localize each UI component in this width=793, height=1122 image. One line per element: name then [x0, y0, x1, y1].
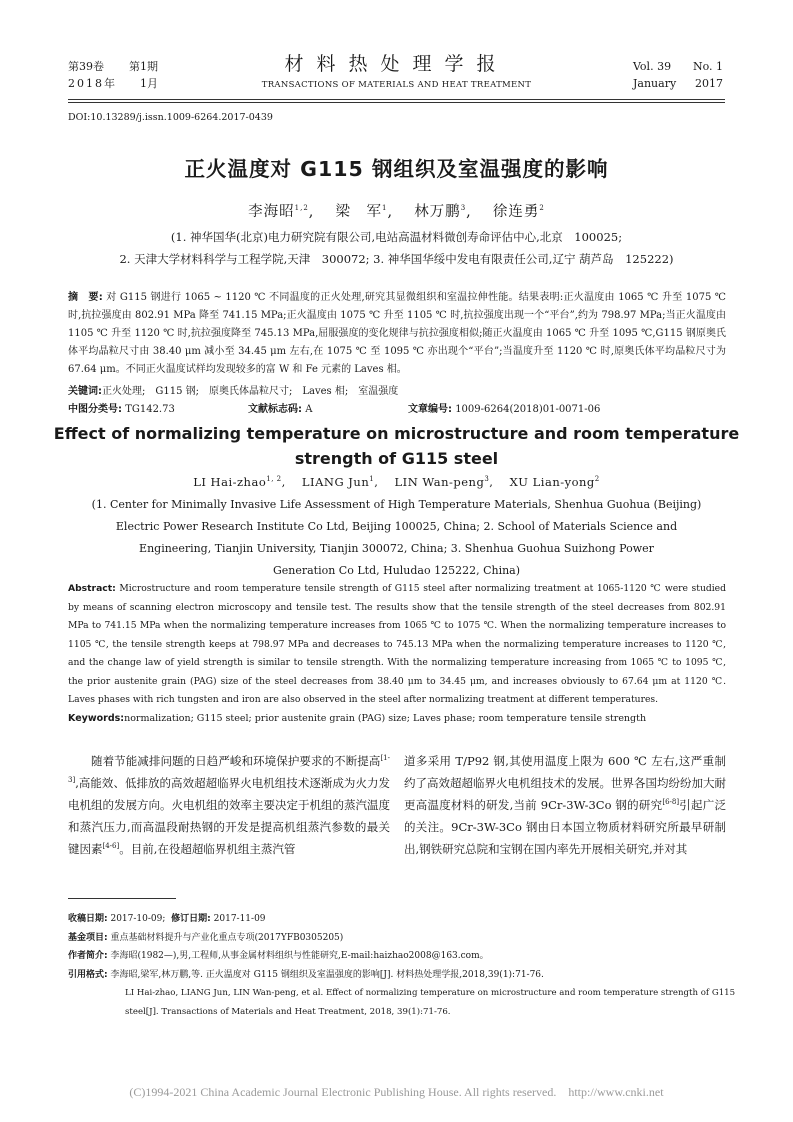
clc-label: 中图分类号:: [68, 404, 122, 415]
body-text: ,高能效、低排放的高效超超临界火电机组技术逐渐成为火力发电机组的发展方向。火电机组的效率主要决定于机组的蒸汽温度和蒸汽压力,而高温段耐热钢的开发是提高机组蒸汽参数的最关键因素: [68, 776, 390, 856]
keywords-cn-text: 正火处理; G115 钢; 原奥氏体晶粒尺寸; Laves 相; 室温强度: [102, 386, 399, 397]
abstract-cn-text: 对 G115 钢进行 1065 ~ 1120 ℃ 不同温度的正火处理,研究其显微组织和室温拉伸性能。结果表明:正火温度由 1065 ℃ 升至 1075 ℃ 时,抗拉强度由 802.91 MPa 降至 741.15 MPa;正火温度由 1075 ℃ 升至 1105 ℃ 时,抗拉强度出现一个“平台”,约为 798.97 MPa;当正火温度由 1105 ℃ 升至 1120 ℃ 时,抗拉强度降至 745.13 MPa,屈服强度的变化规律与抗拉强度相似;随正火温度由 1065 ℃ 升至 1095 ℃,G115 钢原奥氏体平均晶粒尺寸由 38.40 μm 减小至 34.45 μm 左右,在 1075 ℃ 至 1095 ℃ 亦出现个“平台”;当温度升至 1120 ℃ 时,原奥氏体平均晶粒尺寸为 67.64 μm。不同正火温度试样均发现较多的富 W 和 Fe 元素的 Laves 相。: [68, 292, 726, 375]
issue-en: No. 1: [692, 60, 723, 73]
footnote-fund: 基金项目: 重点基础材料提升与产业化重点专项(2017YFB0305205): [68, 932, 344, 943]
abstract-en-label: Abstract:: [68, 583, 116, 594]
classification-line: [68, 402, 726, 417]
title-cn: 正火温度对 G115 钢组织及室温强度的影响: [184, 157, 609, 181]
title-en-line: strength of G115 steel: [294, 449, 499, 468]
body-text: 道多采用 T/P92 钢,其使用温度上限为 600 ℃ 左右,这严重制约了高效超超临界火电机组技术的发展。世界各国均纷纷加大耐更高温度材料的研发,当前 9Cr-3W-3Co 钢的研究: [404, 754, 726, 812]
affiliation-en-line: Electric Power Research Institute Co Ltd, Beijing 100025, China; 2. School of Materials Science and: [115, 520, 678, 533]
author-en-4: XU Lian-yong$^2$: [509, 475, 600, 489]
year-cn: 2018年: [68, 77, 117, 90]
author-cn-3: 林万鹏$^3$: [414, 204, 467, 220]
footnote-citation-en: steel[J]. Transactions of Materials and Heat Treatment, 2018, 39(1):71-76.: [125, 1006, 451, 1017]
footnote-citation: 引用格式: 李海昭,梁军,林万鹏,等. 正火温度对 G115 钢组织及室温强度的影响[J]. 材料热处理学报,2018,39(1):71-76.: [68, 969, 544, 980]
author-cn-1: 李海昭$^{1,2}$: [248, 204, 309, 220]
volume-en: Vol. 39: [633, 60, 672, 73]
abstract-cn: [68, 289, 726, 379]
affiliation-en-line: Generation Co Ltd, Huludao 125222, China): [272, 564, 521, 577]
affiliation-en-line: (1. Center for Minimally Invasive Life Assessment of High Temperature Materials, Shenhua Guohua (Beijing): [91, 498, 702, 511]
doc-code: A: [305, 404, 313, 415]
header-right: [633, 58, 723, 92]
author-en-3: LIN Wan-peng$^3$: [394, 475, 490, 489]
footnote-citation-en: LI Hai-zhao, LIANG Jun, LIN Wan-peng, et al. Effect of normalizing temperature on microstructure and room temperature strength of G115: [125, 988, 736, 998]
keywords-cn-label: 关键词:: [68, 386, 102, 397]
body-text: 引起广泛的关注。9Cr-3W-3Co 钢由日本国立物质材料研究所最早研制出,钢铁研究总院和宝钢在国内率先开展相关研究,并对其: [404, 798, 726, 856]
month-cn: 1月: [140, 77, 158, 90]
clc-code: TG142.73: [125, 404, 175, 415]
affiliation-en-line: Engineering, Tianjin University, Tianjin 300072, China; 3. Shenhua Guohua Suizhong Power: [139, 542, 654, 555]
affiliation-cn-line: (1. 神华国华(北京)电力研究院有限公司,电站高温材料微创寿命评估中心,北京 100025;: [170, 230, 623, 244]
title-en: [40, 421, 753, 471]
citation-ref: [1-3]: [68, 754, 390, 785]
footnote-author: 作者简介: 李海昭(1982—),男,工程师,从事金属材料组织与性能研究,E-mail:haizhao2008@163.com。: [68, 951, 489, 961]
author-cn-4: 徐连勇$^2$: [492, 204, 545, 220]
article-number: 1009-6264(2018)01-0071-06: [455, 404, 601, 415]
doi: DOI:10.13289/j.issn.1009-6264.2017-0439: [68, 112, 273, 123]
journal-title-en: TRANSACTIONS OF MATERIALS AND HEAT TREATMENT: [261, 80, 532, 90]
citation-ref: [6-8]: [662, 798, 680, 807]
body-text: 。目前,在役超超临界机组主蒸汽管: [119, 842, 296, 856]
footnotes: [68, 910, 736, 1021]
footnote-dates: 收稿日期: 2017-10-09; 修订日期: 2017-11-09: [68, 914, 266, 924]
abstract-cn-label: 摘 要:: [68, 292, 103, 303]
body-text: 随着节能减排问题的日趋严峻和环境保护要求的不断提高: [91, 754, 381, 768]
volume-cn: 第39卷: [68, 60, 104, 73]
copyright-watermark: (C)1994-2021 China Academic Journal Electronic Publishing House. All rights reserved. http://www.cnki.net: [129, 1085, 664, 1099]
author-cn-2: 梁 军$^1$: [335, 204, 388, 220]
abstract-en-text: Microstructure and room temperature tensile strength of G115 steel after normalizing treatment at 1065-1120 ℃ were studied by means of scanning electron microscopy and tensile test. The results show that the tensile strength of the steel decreases from 802.91 MPa to 741.15 MPa when the normalizing temperature increases from 1065 ℃ to 1075 ℃. When the normalizing temperature increases to 1105 ℃, the tensile strength keeps at 798.97 MPa and decreases to 745.13 MPa when the normalizing temperature increases to 1120 ℃, and the change law of yield strength is similar to tensile strength. With the normalizing temperature increasing from 1065 ℃ to 1095 ℃, the prior austenite grain (PAG) size of the steel decreases from 38.40 μm to 34.45 μm, and increases obviously to 67.64 μm at 1120 ℃. Laves phases with rich tungsten and iron are also observed in the steel after normalizing treatment at different temperatures.: [68, 583, 726, 705]
header-rule-bottom: [68, 102, 725, 103]
abstract-en: [68, 580, 726, 710]
keywords-en-label: Keywords:: [68, 713, 125, 724]
affiliations-cn: [60, 226, 733, 270]
affiliation-cn-line: 2. 天津大学材料科学与工程学院,天津 300072; 3. 神华国华绥中发电有限责任公司,辽宁 葫芦岛 125222): [119, 252, 674, 266]
header-rule-top: [68, 99, 725, 100]
authors-cn: 李海昭$^{1,2}$, 梁 军$^1$, 林万鹏$^3$, 徐连勇$^2$: [248, 204, 545, 220]
citation-ref: [4-6]: [102, 842, 120, 851]
article-number-label: 文章编号:: [408, 404, 452, 415]
body-column-right: [404, 750, 726, 860]
issue-cn: 第1期: [129, 60, 158, 73]
year-en: 2017: [695, 77, 723, 90]
journal-title-cn: 材料热处理学报: [284, 53, 509, 75]
title-en-line: Effect of normalizing temperature on microstructure and room temperature: [53, 424, 740, 443]
affiliations-en: [90, 494, 703, 582]
body-column-left: [68, 750, 390, 860]
keywords-en-text: normalization; G115 steel; prior austenite grain (PAG) size; Laves phase; room temperature tensile strength: [124, 713, 647, 724]
footnote-rule: [68, 898, 176, 899]
doc-code-label: 文献标志码:: [248, 404, 302, 415]
month-en: January: [633, 77, 677, 90]
author-en-1: LI Hai-zhao$^{1, 2}$: [193, 475, 282, 489]
keywords-cn: [68, 384, 726, 399]
author-en-2: LIANG Jun$^1$: [301, 475, 375, 489]
authors-en: LI Hai-zhao$^{1, 2}$, LIANG Jun$^1$, LIN Wan-peng$^3$, XU Lian-yong$^2$: [193, 475, 600, 489]
keywords-en: [68, 711, 726, 726]
